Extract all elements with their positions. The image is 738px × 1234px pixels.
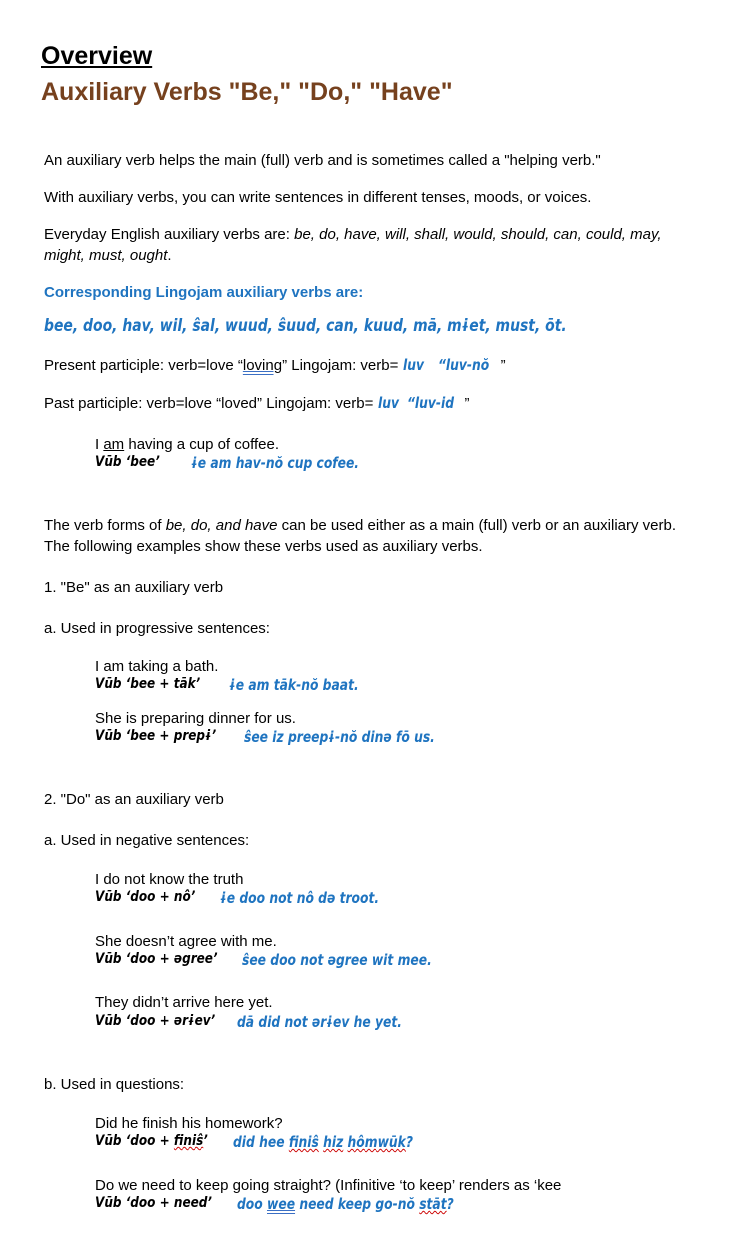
do-example-2-lingojam: ŝee doo not əgree wit mee. — [242, 951, 432, 969]
q2-lj-c: need keep go-nŏ — [295, 1195, 420, 1213]
q2-lj-wee: wee — [266, 1195, 296, 1213]
do-heading: 2. "Do" as an auxiliary verb — [44, 791, 224, 808]
intro-p3-prefix: Everyday English auxiliary verbs are: — [44, 226, 295, 243]
present-lingojam-verb: luv — [402, 356, 424, 374]
lingojam-heading: Corresponding Lingojam auxiliary verbs are: — [44, 284, 364, 301]
be-example-2-lingojam: ŝee iz preepɨ-nŏ dinə fō us. — [244, 728, 435, 746]
do-question-1-lingojam — [233, 1133, 413, 1151]
example-intro-text-b: having a cup of coffee. — [124, 436, 280, 453]
example-intro-vub: Vūb ‘bee’ — [95, 454, 160, 470]
be-example-1-english: I am taking a bath. — [95, 658, 219, 675]
forms-text-a: The verb forms of — [44, 517, 166, 534]
past-lingojam-participle: “luv-id — [407, 394, 455, 412]
example-intro-lingojam: ɨe am hav-nŏ cup cofee. — [191, 454, 359, 472]
q1-vub-a: Vūb ‘doo + — [95, 1133, 174, 1149]
lingojam-aux-list: bee, doo, hav, wil, ŝal, wuud, ŝuud, can, kuud, mā, mɨet, must, ōt. — [44, 316, 567, 336]
do-subheading-b: b. Used in questions: — [44, 1076, 185, 1093]
do-example-1-lingojam: ɨe doo not nô də troot. — [220, 889, 380, 907]
present-participle-line — [44, 355, 506, 376]
be-heading: 1. "Be" as an auxiliary verb — [44, 579, 224, 596]
be-example-1-lingojam: ɨe am tāk-nŏ baat. — [229, 676, 359, 694]
do-question-1-english: Did he finish his homework? — [95, 1115, 283, 1132]
do-example-1-vub: Vūb ‘doo + nô’ — [95, 889, 196, 905]
do-question-2-english: Do we need to keep going straight? (Infinitive ‘to keep’ renders as ‘kee — [95, 1177, 562, 1194]
past-close-quote: ” — [464, 395, 470, 412]
example-intro-text-a: I — [95, 436, 104, 453]
forms-line-2: The following examples show these verbs used as auxiliary verbs. — [44, 538, 483, 555]
q1-lj-his: hiz — [323, 1133, 344, 1151]
q1-lj-a: did hee — [233, 1133, 289, 1151]
q1-lj-finish: finiŝ — [288, 1133, 319, 1151]
present-participle-word: loving — [242, 357, 283, 374]
q1-vub-finish: finiŝ — [173, 1133, 204, 1149]
q2-lj-qmark: ? — [446, 1195, 454, 1213]
page-title: Overview — [41, 42, 153, 70]
intro-paragraph-3-cont — [44, 245, 172, 266]
be-subheading: a. Used in progressive sentences: — [44, 620, 270, 637]
do-example-3-lingojam: dā did not ərɨev he yet. — [237, 1013, 402, 1031]
example-intro-english — [95, 434, 279, 455]
do-example-3-english: They didn’t arrive here yet. — [95, 994, 273, 1011]
intro-paragraph-2: With auxiliary verbs, you can write sentences in different tenses, moods, or voices. — [44, 189, 592, 206]
intro-paragraph-1: An auxiliary verb helps the main (full) verb and is sometimes called a "helping verb." — [44, 152, 601, 169]
present-participle-text: Present participle: verb=love “ — [44, 357, 243, 374]
do-example-2-vub: Vūb ‘doo + əgree’ — [95, 951, 218, 967]
do-subheading: a. Used in negative sentences: — [44, 832, 250, 849]
forms-text-b: can be used either as a main (full) verb or an auxiliary verb. — [277, 517, 677, 534]
english-aux-list-2: might, must, ought — [44, 247, 168, 264]
do-question-1-vub — [95, 1133, 208, 1149]
be-example-2-vub: Vūb ‘bee + prepɨ’ — [95, 728, 217, 744]
do-question-2-lingojam — [237, 1195, 454, 1213]
example-intro-am: am — [103, 436, 125, 453]
q1-lj-homework: hômwūk — [347, 1133, 406, 1151]
do-example-2-english: She doesn’t agree with me. — [95, 933, 277, 950]
past-participle-line — [44, 393, 470, 414]
do-question-2-vub: Vūb ‘doo + need’ — [95, 1195, 213, 1211]
q1-vub-c: ’ — [203, 1133, 208, 1149]
past-participle-text: Past participle: verb=love “loved” Lingojam: verb= — [44, 395, 378, 412]
present-lingojam-participle: “luv-nŏ — [438, 356, 490, 374]
present-close-quote: ” — [500, 357, 506, 374]
page-subtitle: Auxiliary Verbs "Be," "Do," "Have" — [41, 78, 453, 106]
do-example-1-english: I do not know the truth — [95, 871, 244, 888]
do-example-3-vub: Vūb ‘doo + ərɨev’ — [95, 1013, 216, 1029]
past-lingojam-verb: luv — [377, 394, 399, 412]
q1-lj-qmark: ? — [405, 1133, 414, 1151]
forms-line-1 — [44, 515, 676, 536]
be-example-2-english: She is preparing dinner for us. — [95, 710, 296, 727]
intro-paragraph-3 — [44, 224, 662, 245]
q2-lj-a: doo — [237, 1195, 267, 1213]
intro-p3-end: . — [167, 247, 172, 264]
q2-lj-straight: stāt — [419, 1195, 447, 1213]
forms-verbs: be, do, and have — [165, 517, 278, 534]
present-participle-text-2: ” Lingojam: verb= — [282, 357, 403, 374]
be-example-1-vub: Vūb ‘bee + tāk’ — [95, 676, 201, 692]
english-aux-list-1: be, do, have, will, shall, would, should, can, could, may, — [294, 226, 662, 243]
